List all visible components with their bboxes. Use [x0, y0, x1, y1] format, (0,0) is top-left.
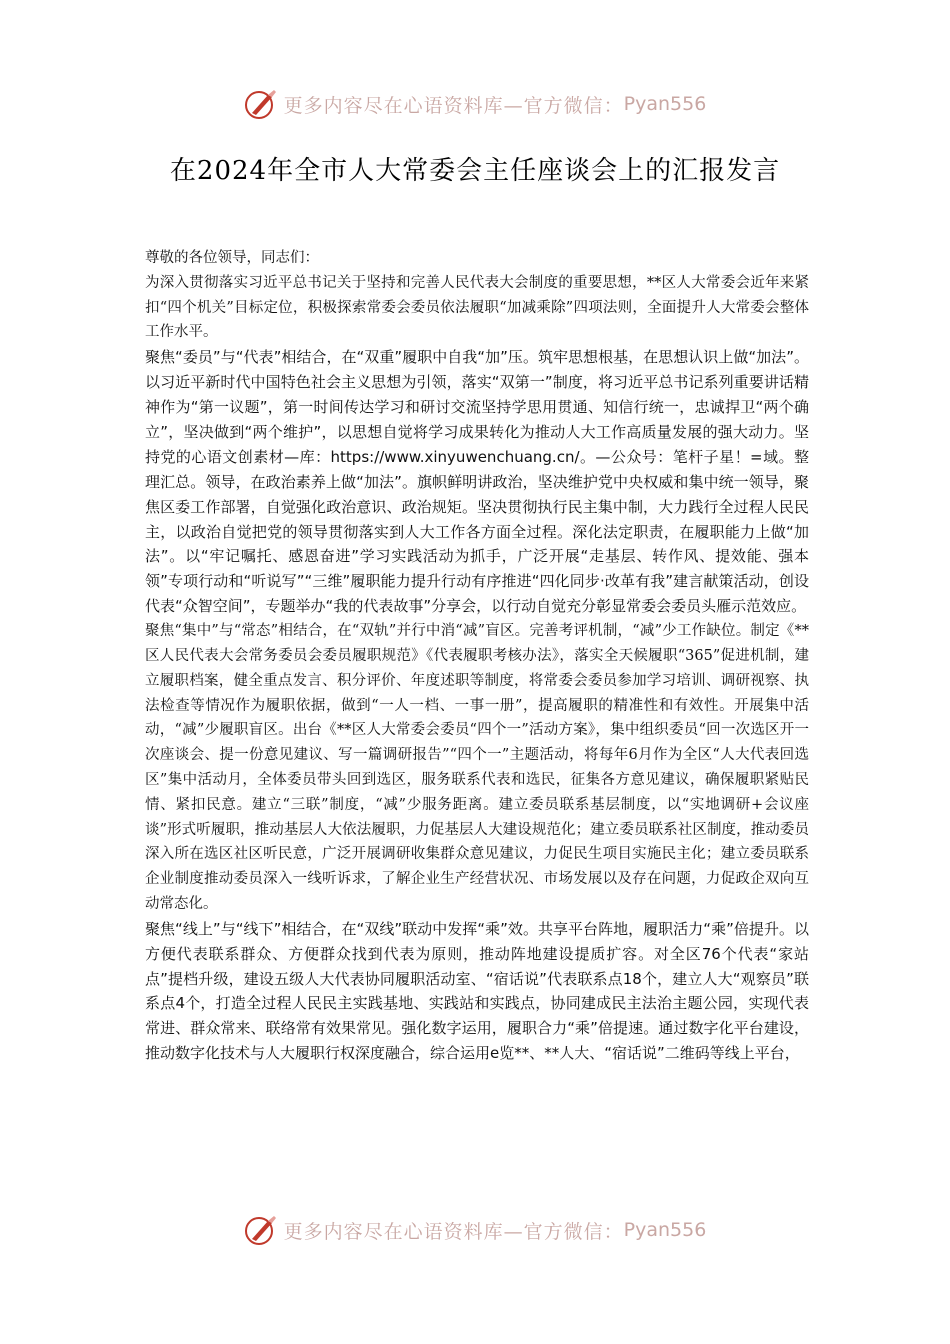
watermark-text: 更多内容尽在心语资料库—官方微信： — [283, 94, 624, 117]
watermark-wechat-id: Pyan556 — [623, 1219, 707, 1241]
pen-logo-icon — [244, 1213, 278, 1247]
document-body — [145, 246, 809, 1066]
watermark-wechat-id: Pyan556 — [623, 93, 707, 115]
intro-paragraph: 为深入贯彻落实习近平总书记关于坚持和完善人民代表大会制度的重要思想，**区人大常委会近年来紧扣“四个机关”目标定位，积极探索常委会委员依法履职“加减乘除”四项法则，全面提升人大常委会整体工作水平。 — [145, 274, 809, 341]
watermark-banner-bottom — [0, 1210, 950, 1250]
section-1-paragraph: 聚焦“委员”与“代表”相结合，在“双重”履职中自我“加”压。筑牢思想根基，在思想认识上做“加法”。以习近平新时代中国特色社会主义思想为引领，落实“双第一”制度，将习近平总书记系列重要讲话精神作为“第一议题”，第一时间传达学习和研讨交流坚持学思用贯通、知信行统一，忠诚捍卫“两个确立”，坚决做到“两个维护”，以思想自觉将学习成果转化为推动人大工作高质量发展的强大动力。坚持党的心语文创素材—库：https://www.xinyuwenchuang.cn/。—公众号：笔杆子星！=域。整理汇总。领导，在政治素养上做“加法”。旗帜鲜明讲政治，坚决维护党中央权威和集中统一领导，聚焦区委工作部署，自觉强化政治意识、政治规矩。坚决贯彻执行民主集中制，大力践行全过程人民民主，以政治自觉把党的领导贯彻落实到人大工作各方面全过程。深化法定职责，在履职能力上做“加法”。以“牢记嘱托、感恩奋进”学习实践活动为抓手，广泛开展“走基层、转作风、提效能、强本领”专项行动和“听说写”“三维”履职能力提升行动有序推进“四化同步·改革有我”建言献策活动，创设代表“众智空间”，专题举办“我的代表故事”分享会，以行动自觉充分彰显常委会委员头雁示范效应。 — [145, 348, 809, 616]
pen-logo-icon — [244, 87, 278, 121]
document-title: 在2024年全市人大常委会主任座谈会上的汇报发言 — [169, 156, 781, 186]
section-2-paragraph: 聚焦“集中”与“常态”相结合，在“双轨”并行中消“减”盲区。完善考评机制，“减”少工作缺位。制定《**区人民代表大会常务委员会委员履职规范》《代表履职考核办法》，落实全天候履职“365”促进机制，建立履职档案，健全重点发言、积分评价、年度述职等制度，将常委会委员参加学习培训、调研视察、执法检查等情况作为履职依据，做到“一人一档、一事一册”，提高履职的精准性和有效性。开展集中活动，“减”少履职盲区。出台《**区人大常委会委员“四个一”活动方案》，集中组织委员“回一次选区开一次座谈会、提一份意见建议、写一篇调研报告”“四个一”主题活动，将每年6月作为全区“人大代表回选区”集中活动月，全体委员带头回到选区，服务联系代表和选民，征集各方意见建议，确保履职紧贴民情、紧扣民意。建立“三联”制度，“减”少服务距离。建立委员联系基层制度，以“实地调研+会议座谈”形式听履职，推动基层人大依法履职，力促基层人大建设规范化；建立委员联系社区制度，推动委员深入所在选区社区听民意，广泛开展调研收集群众意见建议，力促民生项目实施民主化；建立委员联系企业制度推动委员深入一线听诉求，了解企业生产经营状况、市场发展以及存在问题，力促政企双向互动常态化。 — [145, 623, 809, 912]
watermark-banner-top — [0, 84, 950, 124]
greeting: 尊敬的各位领导，同志们： — [145, 250, 319, 266]
section-3-paragraph: 聚焦“线上”与“线下”相结合，在“双线”联动中发挥“乘”效。共享平台阵地，履职活力“乘”倍提升。以方便代表联系群众、方便群众找到代表为原则，推动阵地建设提质扩容。对全区76个代表“家站点”提档升级，建设五级人大代表协同履职活动室、“宿话说”代表联系点18个，建立人大“观察员”联系点4个，打造全过程人民民主实践基地、实践站和实践点，协同建成民主法治主题公园，实现代表常进、群众常来、联络常有效果常见。强化数字运用，履职合力“乘”倍提速。通过数字化平台建设，推动数字化技术与人大履职行权深度融合，综合运用e览**、**人大、“宿话说”二维码等线上平台， — [145, 919, 809, 1063]
watermark-text: 更多内容尽在心语资料库—官方微信： — [283, 1220, 624, 1243]
